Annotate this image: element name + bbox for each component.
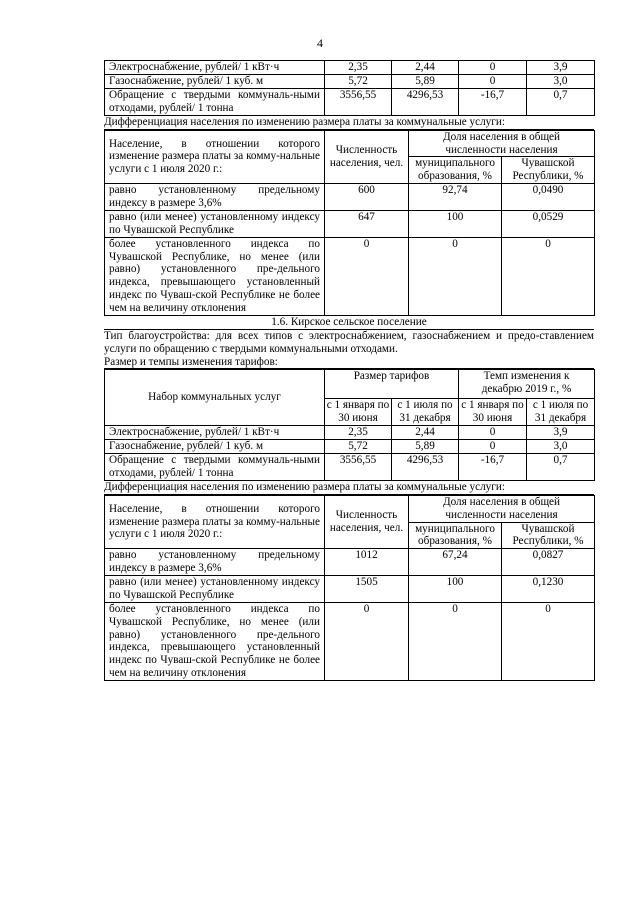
service-name: Электроснабжение, рублей/ 1 кВт·ч [105,426,325,440]
header-count: Численность населения, чел. [325,130,409,184]
table-header-row [105,370,595,399]
change-jan: -16,7 [459,89,527,116]
row-label: равно установленному предельному индексу в размере 3,6% [105,184,325,211]
table-row [105,184,595,211]
table-row [105,602,595,680]
table-row [105,576,595,603]
tariff-table-1 [104,60,595,116]
tariff-jan: 3556,55 [325,89,392,116]
table-row [105,210,595,237]
row-republic: 0 [502,237,595,315]
table-header-row [105,130,595,157]
change-jul: 3,9 [527,426,595,440]
header-share: Доля населения в общей численности населения [409,130,595,157]
header-population: Население, в отношении которого изменение размера платы за комму-нальные услуги с 1 июля 2020 г.: [105,495,325,549]
tariff-jul: 4296,53 [392,454,459,481]
table-row [105,75,595,89]
header-change-jul: с 1 июля по 31 декабря [527,399,595,426]
diff-title: Дифференциация населения по изменению размера платы за коммунальные услуги: [104,116,594,130]
header-republic: Чувашской Республики, % [502,522,595,549]
row-republic: 0,1230 [502,576,595,603]
row-label: равно (или менее) установленному индексу по Чувашской Республике [105,210,325,237]
header-municipal: муниципального образования, % [409,157,502,184]
tariff-jul: 2,44 [392,61,459,75]
row-republic: 0,0529 [502,210,595,237]
table-row [105,237,595,315]
tariff-jan: 3556,55 [325,454,392,481]
service-name: Газоснабжение, рублей/ 1 куб. м [105,440,325,454]
change-jan: 0 [459,61,527,75]
tariff-jul: 5,89 [392,440,459,454]
row-municipal: 100 [409,576,502,603]
row-republic: 0,0490 [502,184,595,211]
tariff-jul: 5,89 [392,75,459,89]
row-republic: 0 [502,602,595,680]
row-count: 1505 [325,576,409,603]
service-name: Электроснабжение, рублей/ 1 кВт·ч [105,61,325,75]
change-jul: 3,0 [527,440,595,454]
row-count: 600 [325,184,409,211]
row-count: 647 [325,210,409,237]
row-label: равно (или менее) установленному индексу по Чувашской Республике [105,576,325,603]
tariff-table-2 [104,369,595,481]
change-jul: 0,7 [527,89,595,116]
change-jul: 3,0 [527,75,595,89]
header-jul: с 1 июля по 31 декабря [392,399,459,426]
header-change: Темп изменения к декабрю 2019 г., % [459,370,595,399]
section-title: 1.6. Кирское сельское поселение [104,316,594,330]
change-jan: 0 [459,75,527,89]
header-population: Население, в отношении которого изменение размера платы за комму-нальные услуги с 1 июля 2020 г.: [105,130,325,184]
table-row [105,440,595,454]
change-jan: 0 [459,440,527,454]
table-row [105,61,595,75]
header-size: Размер тарифов [325,370,459,399]
row-republic: 0,0827 [502,549,595,576]
header-count: Численность населения, чел. [325,495,409,549]
change-jan: 0 [459,426,527,440]
row-municipal: 0 [409,602,502,680]
header-share: Доля населения в общей численности населения [409,495,595,522]
tariff-jan: 2,35 [325,61,392,75]
header-republic: Чувашской Республики, % [502,157,595,184]
row-label: равно установленному предельному индексу в размере 3,6% [105,549,325,576]
tariffs-title: Размер и темпы изменения тарифов: [104,356,594,370]
diff-table-1 [104,130,595,316]
tariff-jul: 4296,53 [392,89,459,116]
row-label: более установленного индекса по Чувашской Республике, но менее (или равно) установленного пре-дельного индекса, превышающего установленный индекс по Чуваш-ской Республике не более чем на величину отклонения [105,237,325,315]
service-name: Обращение с твердыми коммуналь-ными отходами, рублей/ 1 тонна [105,454,325,481]
change-jul: 0,7 [527,454,595,481]
row-label: более установленного индекса по Чувашской Республике, но менее (или равно) установленного пре-дельного индекса, превышающего установленный индекс по Чуваш-ской Республике не более чем на величину отклонения [105,602,325,680]
table-row [105,454,595,481]
change-jul: 3,9 [527,61,595,75]
table-row [105,426,595,440]
diff-title: Дифференциация населения по изменению размера платы за коммунальные услуги: [104,481,594,495]
row-municipal: 0 [409,237,502,315]
improvement-type: Тип благоустройства: для всех типов с электроснабжением, газоснабжением и предо-ставлением услуги по обращению с твердыми коммунальными отходами. [104,329,594,355]
tariff-jan: 2,35 [325,426,392,440]
table-header-row [105,495,595,522]
document-body [104,60,594,681]
row-count: 0 [325,602,409,680]
service-name: Обращение с твердыми коммуналь-ными отходами, рублей/ 1 тонна [105,89,325,116]
change-jan: -16,7 [459,454,527,481]
diff-table-2 [104,495,595,681]
header-change-jan: с 1 января по 30 июня [459,399,527,426]
row-municipal: 100 [409,210,502,237]
page-number: 4 [317,36,323,50]
row-count: 1012 [325,549,409,576]
header-jan: с 1 января по 30 июня [325,399,392,426]
tariff-jan: 5,72 [325,75,392,89]
table-row [105,89,595,116]
row-municipal: 67,24 [409,549,502,576]
header-services: Набор коммунальных услуг [105,370,325,426]
service-name: Газоснабжение, рублей/ 1 куб. м [105,75,325,89]
row-count: 0 [325,237,409,315]
header-municipal: муниципального образования, % [409,522,502,549]
tariff-jan: 5,72 [325,440,392,454]
tariff-jul: 2,44 [392,426,459,440]
table-row [105,549,595,576]
row-municipal: 92,74 [409,184,502,211]
